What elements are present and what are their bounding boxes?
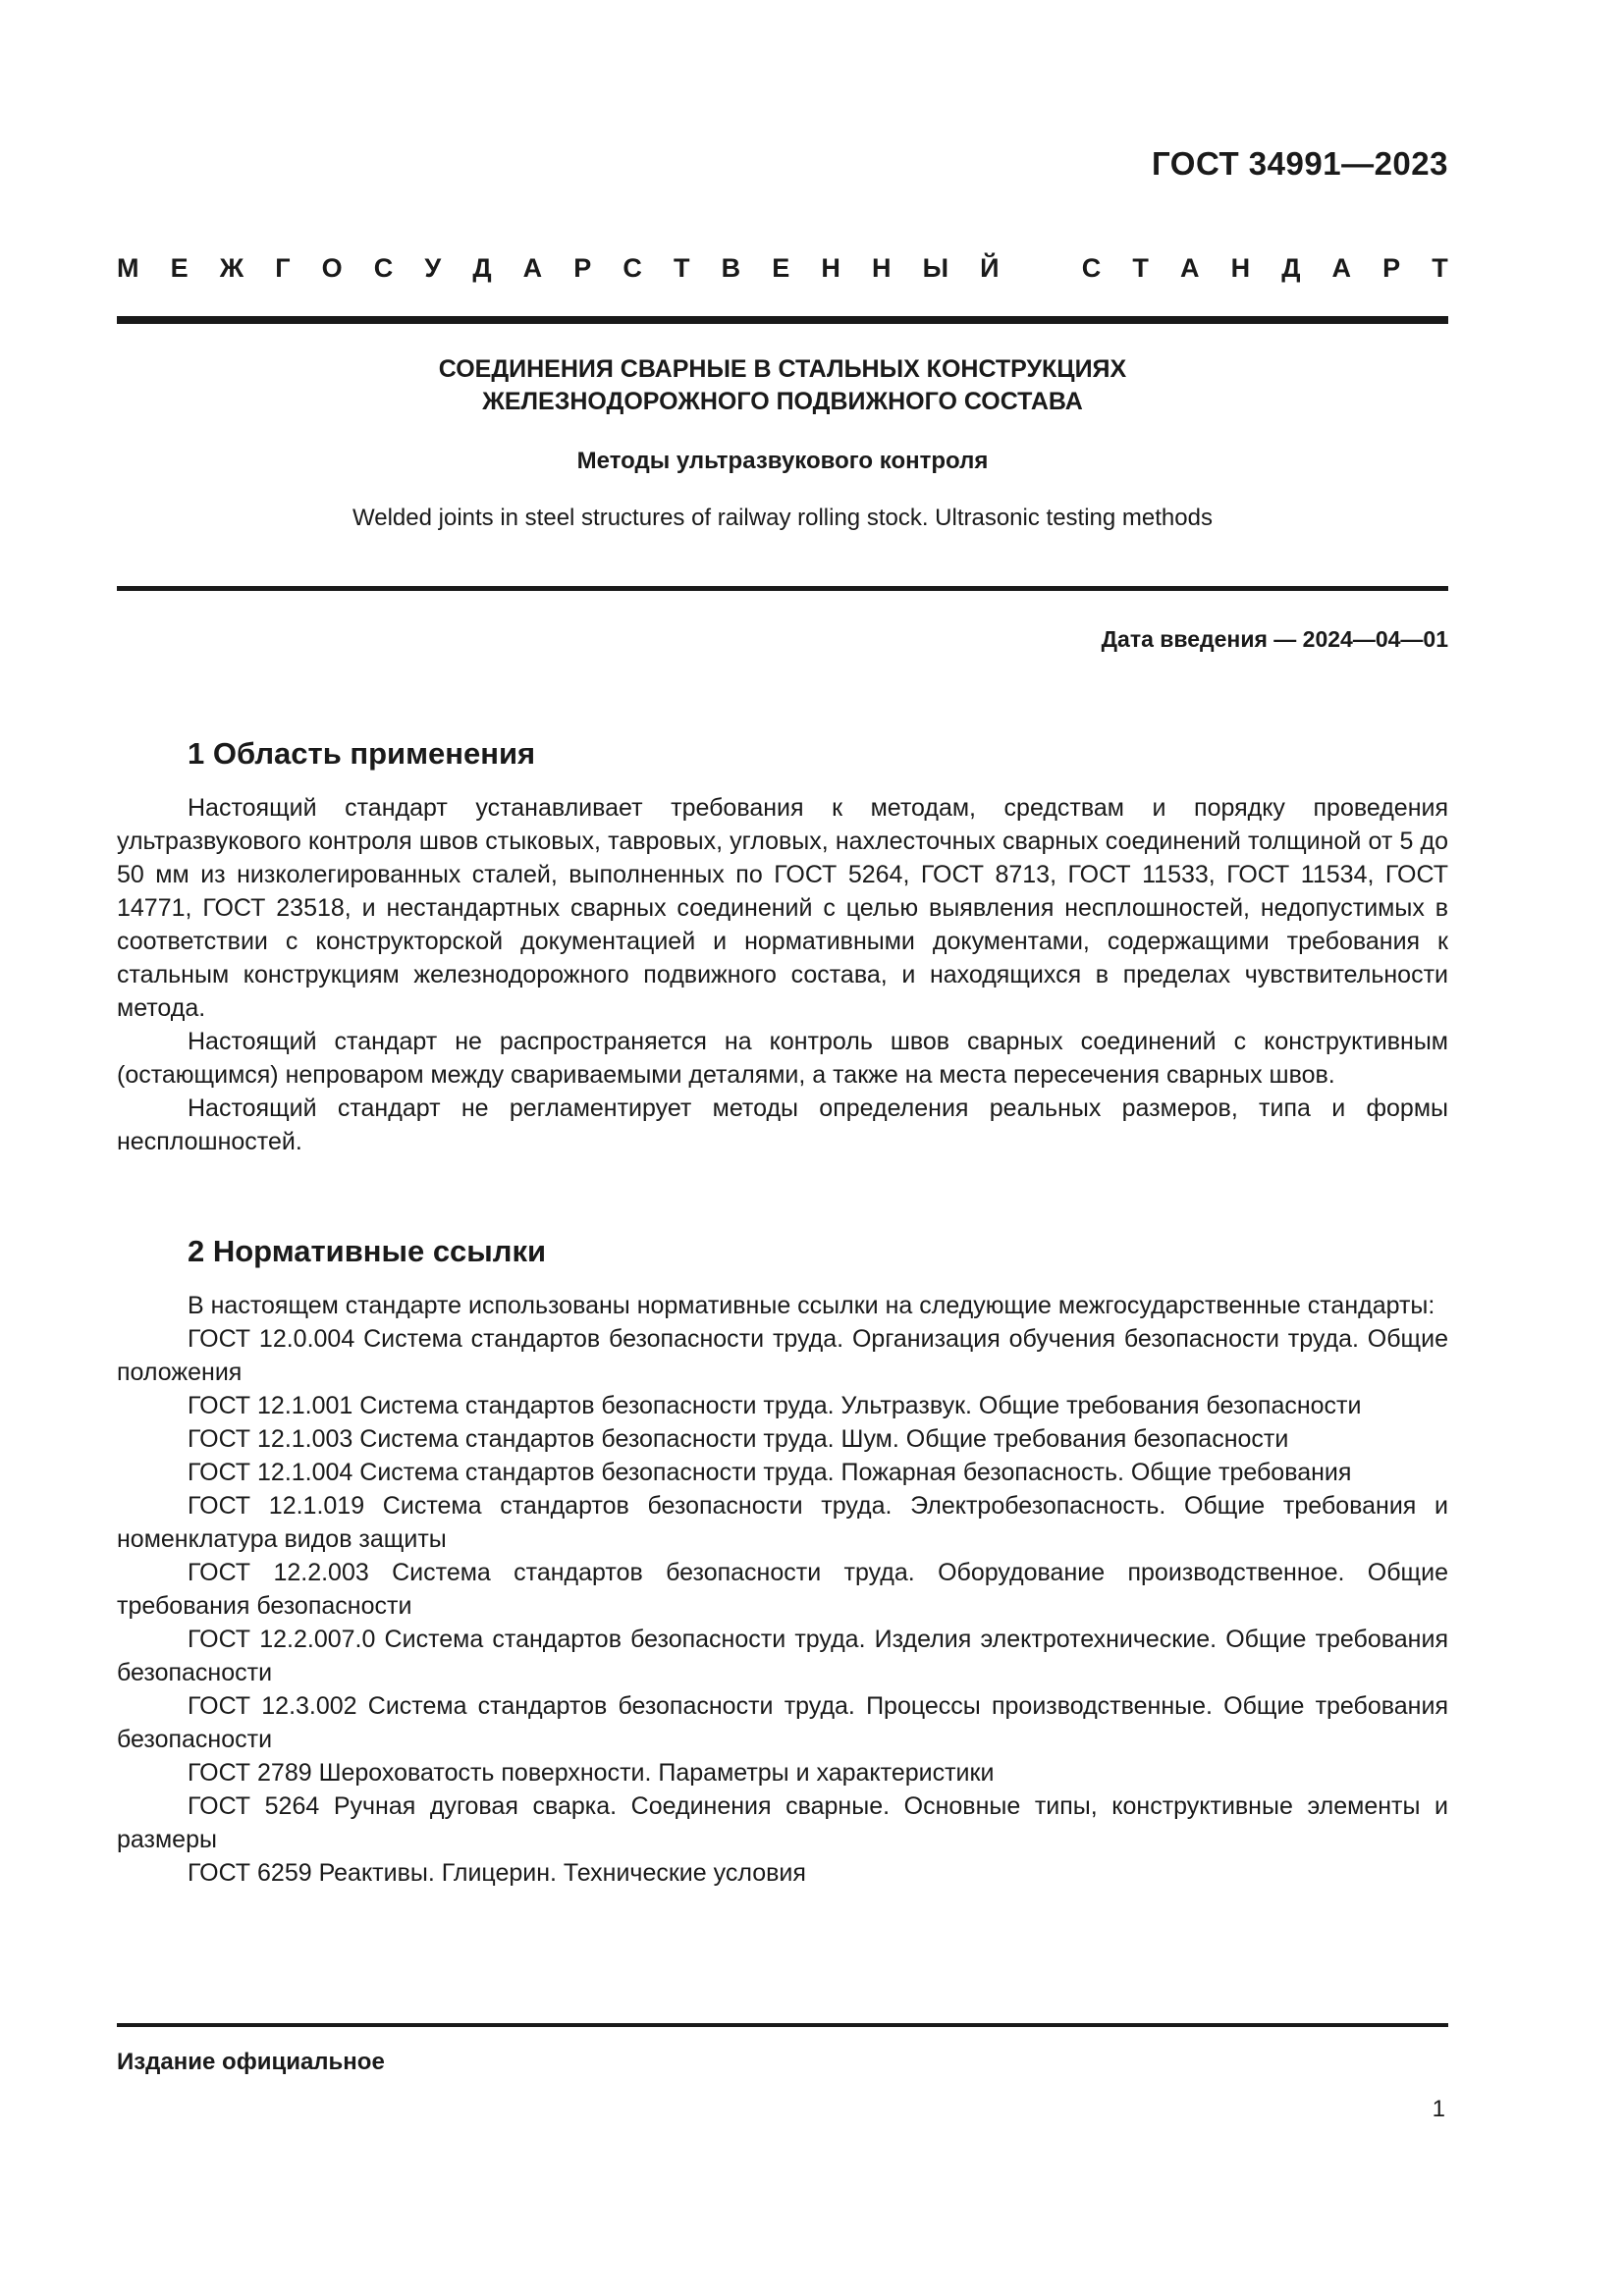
reference-item: ГОСТ 2789 Шероховатость поверхности. Параметры и характеристики	[188, 1759, 995, 1787]
official-edition-label: Издание официальное	[117, 2049, 385, 2075]
standard-type-letter: С	[623, 253, 642, 283]
standard-type-label	[117, 253, 1448, 284]
standard-type-letter: Ы	[922, 253, 949, 283]
standard-type-letter: А	[1179, 253, 1200, 283]
section-paragraph: Настоящий стандарт не распространяется на контроль швов сварных соединений с конструктивным (остающимся) непроваром между свариваемыми деталями, а также на места пересечения сварных швов.	[117, 1028, 1448, 1089]
reference-item: ГОСТ 5264 Ручная дуговая сварка. Соединения сварные. Основные типы, конструктивные элементы и размеры	[117, 1792, 1448, 1853]
standard-type-space	[1031, 253, 1051, 284]
standard-type-letter: Й	[980, 253, 1000, 283]
reference-item: ГОСТ 6259 Реактивы. Глицерин. Технические условия	[188, 1859, 806, 1887]
standard-type-letter: В	[721, 253, 741, 283]
footer-divider	[117, 2023, 1448, 2027]
title-en: Welded joints in steel structures of railway rolling stock. Ultrasonic testing methods	[352, 505, 1213, 531]
standard-type-letter: Г	[275, 253, 291, 283]
standard-type-letter: М	[117, 253, 139, 283]
section-heading: 2 Нормативные ссылки	[188, 1234, 547, 1268]
subtitle-ru: Методы ультразвукового контроля	[576, 448, 989, 474]
standard-type-letter: С	[373, 253, 394, 283]
title-divider	[117, 586, 1448, 591]
standard-type-letter: С	[1081, 253, 1102, 283]
standard-type-letter: Н	[821, 253, 840, 283]
standard-type-letter: Н	[1230, 253, 1251, 283]
document-number: ГОСТ 34991—2023	[1152, 145, 1448, 182]
title-block	[117, 353, 1448, 532]
standard-type-letter: Р	[573, 253, 592, 283]
standard-type-letter: Д	[472, 253, 492, 283]
reference-item: ГОСТ 12.1.001 Система стандартов безопасности труда. Ультразвук. Общие требования безопасности	[188, 1392, 1362, 1419]
reference-item: ГОСТ 12.3.002 Система стандартов безопасности труда. Процессы производственные. Общие требования безопасности	[117, 1692, 1448, 1753]
reference-item: ГОСТ 12.2.007.0 Система стандартов безопасности труда. Изделия электротехнические. Общие требования безопасности	[117, 1626, 1448, 1686]
reference-item: ГОСТ 12.0.004 Система стандартов безопасности труда. Организация обучения безопасности труда. Общие положения	[117, 1325, 1448, 1386]
standard-type-letter: А	[1331, 253, 1352, 283]
standard-type-letter: Е	[772, 253, 790, 283]
standard-type-letter: О	[321, 253, 343, 283]
standard-type-letter: Т	[1432, 253, 1448, 283]
standard-type-letter: А	[522, 253, 543, 283]
reference-list	[117, 1322, 1448, 1890]
title-ru-line1: СОЕДИНЕНИЯ СВАРНЫЕ В СТАЛЬНЫХ КОНСТРУКЦИЯХ	[438, 355, 1127, 383]
section-intro: В настоящем стандарте использованы нормативные ссылки на следующие межгосударственные стандарты:	[188, 1292, 1435, 1319]
reference-item: ГОСТ 12.1.003 Система стандартов безопасности труда. Шум. Общие требования безопасности	[188, 1425, 1289, 1453]
standard-type-letter: Р	[1382, 253, 1401, 283]
standard-type-letter: Ж	[219, 253, 244, 283]
section-paragraph: Настоящий стандарт не регламентирует методы определения реальных размеров, типа и формы несплошностей.	[117, 1095, 1448, 1155]
section-scope	[117, 734, 1448, 1158]
reference-item: ГОСТ 12.2.003 Система стандартов безопасности труда. Оборудование производственное. Общие требования безопасности	[117, 1559, 1448, 1620]
reference-item: ГОСТ 12.1.019 Система стандартов безопасности труда. Электробезопасность. Общие требования и номенклатура видов защиты	[117, 1492, 1448, 1553]
standard-type-letter: Т	[674, 253, 690, 283]
standard-type-letter: Н	[871, 253, 892, 283]
title-ru-line2: ЖЕЛЕЗНОДОРОЖНОГО ПОДВИЖНОГО СОСТАВА	[482, 388, 1083, 415]
top-divider	[117, 316, 1448, 324]
reference-item: ГОСТ 12.1.004 Система стандартов безопасности труда. Пожарная безопасность. Общие требования	[188, 1459, 1352, 1486]
section-normative-refs	[117, 1232, 1448, 1890]
standard-type-letter: Е	[170, 253, 189, 283]
page-number: 1	[1432, 2096, 1445, 2122]
section-paragraph: Настоящий стандарт устанавливает требования к методам, средствам и порядку проведения ультразвукового контроля швов стыковых, тавровых, угловых, нахлесточных сварных соединений толщиной от 5 до 50 мм из низколегированных сталей, выполненных по ГОСТ 5264, ГОСТ 8713, ГОСТ 11533, ГОСТ 11534, ГОСТ 14771, ГОСТ 23518, и нестандартных сварных соединений с целью выявления несплошностей, недопустимых в соответствии с конструкторской документацией и нормативными документами, содержащими требования к стальным конструкциям железнодорожного подвижного состава, и находящихся в пределах чувствительности метода.	[117, 794, 1448, 1022]
standard-type-letter: Т	[1132, 253, 1149, 283]
section-heading: 1 Область применения	[188, 736, 536, 771]
standard-type-letter: У	[424, 253, 442, 283]
introduction-date: Дата введения — 2024—04—01	[1101, 626, 1448, 652]
standard-type-letter: Д	[1281, 253, 1301, 283]
